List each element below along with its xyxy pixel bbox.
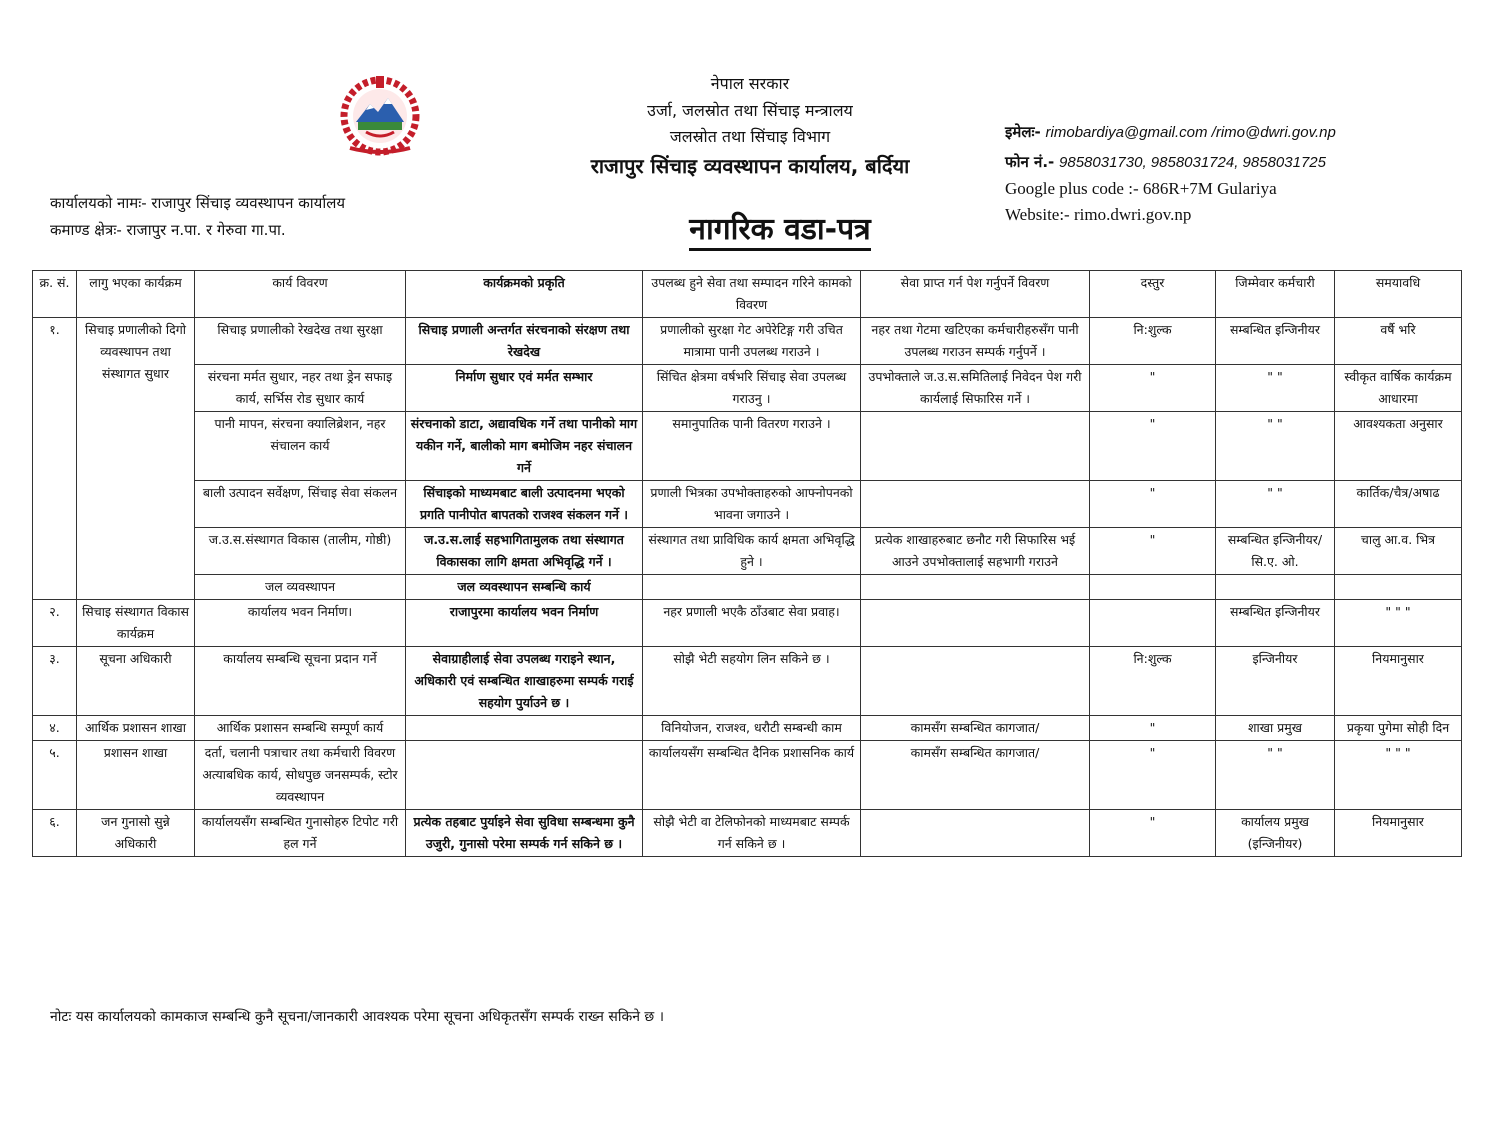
cell-requirement: उपभोक्ताले ज.उ.स.समितिलाई निवेदन पेश गरी कार्यलाई सिफारिस गर्ने ।	[861, 365, 1090, 412]
header-work: कार्य विवरण	[195, 271, 406, 318]
phone-value: 9858031730, 9858031724, 9858031725	[1059, 154, 1326, 171]
cell-staff: सम्बन्धित इन्जिनीयर/सि.ए. ओ.	[1216, 528, 1335, 575]
table-row	[33, 647, 1462, 716]
cell-staff: " "	[1216, 412, 1335, 481]
cell-nature: सिचाइ प्रणाली अन्तर्गत संरचनाको संरक्षण तथा रेखदेख	[406, 318, 643, 365]
table-row	[33, 318, 1462, 365]
cell-fee: नि:शुल्क	[1090, 647, 1216, 716]
cell-duration: स्वीकृत वार्षिक कार्यक्रम आधारमा	[1335, 365, 1462, 412]
cell-requirement: कामसँग सम्बन्धित कागजात/	[861, 716, 1090, 741]
citizen-charter-table	[32, 270, 1462, 857]
cell-work: संरचना मर्मत सुधार, नहर तथा ड्रेन सफाइ कार्य, सर्भिस रोड सुधार कार्य	[195, 365, 406, 412]
office-name: राजापुर सिंचाइ व्यवस्थापन कार्यालय, बर्दिया	[590, 154, 910, 178]
header-service: उपलब्ध हुने सेवा तथा सम्पादन गरिने कामको विवरण	[643, 271, 861, 318]
cell-service: सोझै भेटी सहयोग लिन सकिने छ ।	[643, 647, 861, 716]
cell-work: आर्थिक प्रशासन सम्बन्धि सम्पूर्ण कार्य	[195, 716, 406, 741]
header-nature: कार्यक्रमको प्रकृति	[406, 271, 643, 318]
cell-service: विनियोजन, राजश्व, धरौटी सम्बन्धी काम	[643, 716, 861, 741]
cell-staff: कार्यालय प्रमुख (इन्जिनीयर)	[1216, 810, 1335, 857]
cell-nature: सिंचाइको माध्यमबाट बाली उत्पादनमा भएको प्रगति पानीपोत बापतको राजश्व संकलन गर्ने ।	[406, 481, 643, 528]
cell-sn: ४.	[33, 716, 77, 741]
table-row	[33, 365, 1462, 412]
cell-service: कार्यालयसँग सम्बन्धित दैनिक प्रशासनिक कार्य	[643, 741, 861, 810]
cell-sn: १.	[33, 318, 77, 600]
cell-work: कार्यालय भवन निर्माण।	[195, 600, 406, 647]
cell-requirement	[861, 412, 1090, 481]
cell-work: जल व्यवस्थापन	[195, 575, 406, 600]
cell-work: कार्यालय सम्बन्धि सूचना प्रदान गर्ने	[195, 647, 406, 716]
command-area-line: कमाण्ड क्षेत्रः- राजापुर न.पा. र गेरुवा गा.पा.	[50, 221, 286, 239]
cell-requirement	[861, 575, 1090, 600]
cell-service: सिंचित क्षेत्रमा वर्षभरि सिंचाइ सेवा उपलब्ध गराउनु ।	[643, 365, 861, 412]
cell-fee: "	[1090, 810, 1216, 857]
cell-staff: " "	[1216, 741, 1335, 810]
header-staff: जिम्मेवार कर्मचारी	[1216, 271, 1335, 318]
cell-work: दर्ता, चलानी पत्राचार तथा कर्मचारी विवरण अत्याबधिक कार्य, सोधपुछ जनसम्पर्क, स्टोर व्यवस्थापन	[195, 741, 406, 810]
cell-nature	[406, 741, 643, 810]
cell-staff: सम्बन्धित इन्जिनीयर	[1216, 600, 1335, 647]
cell-service: संस्थागत तथा प्राविधिक कार्य क्षमता अभिवृद्धि हुने ।	[643, 528, 861, 575]
cell-staff: इन्जिनीयर	[1216, 647, 1335, 716]
phone-label: फोन नं.-	[1005, 153, 1055, 171]
cell-fee: नि:शुल्क	[1090, 318, 1216, 365]
cell-work: सिचाइ प्रणालीको रेखदेख तथा सुरक्षा	[195, 318, 406, 365]
cell-sn: ६.	[33, 810, 77, 857]
cell-service: प्रणाली भित्रका उपभोक्ताहरुको आफ्नोपनको भावना जगाउने ।	[643, 481, 861, 528]
cell-duration: आवश्यकता अनुसार	[1335, 412, 1462, 481]
cell-service: प्रणालीको सुरक्षा गेट अपेरेटिङ्ग गरी उचित मात्रामा पानी उपलब्ध गराउने ।	[643, 318, 861, 365]
header-sn: क्र. सं.	[33, 271, 77, 318]
government-header	[540, 70, 960, 182]
cell-work: बाली उत्पादन सर्वेक्षण, सिंचाइ सेवा संकलन	[195, 481, 406, 528]
table-row	[33, 741, 1462, 810]
table-header-row	[33, 271, 1462, 318]
document-title-text: नागरिक वडा-पत्र	[689, 212, 870, 251]
cell-duration: नियमानुसार	[1335, 647, 1462, 716]
cell-service: सोझै भेटी वा टेलिफोनको माध्यमबाट सम्पर्क गर्न सकिने छ ।	[643, 810, 861, 857]
nepal-government-emblem	[336, 70, 424, 156]
cell-fee: "	[1090, 528, 1216, 575]
cell-service: समानुपातिक पानी वितरण गराउने ।	[643, 412, 861, 481]
government-name: नेपाल सरकार	[710, 74, 790, 93]
header-program: लागु भएका कार्यक्रम	[77, 271, 195, 318]
cell-duration: चालु आ.व. भित्र	[1335, 528, 1462, 575]
cell-fee	[1090, 575, 1216, 600]
cell-requirement	[861, 647, 1090, 716]
cell-staff: " "	[1216, 365, 1335, 412]
cell-staff: " "	[1216, 481, 1335, 528]
cell-duration: " " "	[1335, 600, 1462, 647]
cell-nature: सेवाग्राहीलाई सेवा उपलब्ध गराइने स्थान, अधिकारी एवं सम्बन्धित शाखाहरुमा सम्पर्क गराई सहयोग पुर्याउने छ ।	[406, 647, 643, 716]
cell-sn: ३.	[33, 647, 77, 716]
cell-fee: "	[1090, 365, 1216, 412]
ministry-name: उर्जा, जलस्रोत तथा सिंचाइ मन्त्रालय	[647, 101, 853, 120]
cell-work: पानी मापन, संरचना क्यालिब्रेशन, नहर संचालन कार्य	[195, 412, 406, 481]
cell-nature: राजापुरमा कार्यालय भवन निर्माण	[406, 600, 643, 647]
cell-staff: शाखा प्रमुख	[1216, 716, 1335, 741]
cell-nature: प्रत्येक तहबाट पुर्याइने सेवा सुविधा सम्बन्धमा कुनै उजुरी, गुनासो परेमा सम्पर्क गर्न सकिने छ ।	[406, 810, 643, 857]
cell-sn: २.	[33, 600, 77, 647]
table-row	[33, 481, 1462, 528]
cell-nature: संरचनाको डाटा, अद्यावधिक गर्ने तथा पानीको माग यकीन गर्ने, बालीको माग बमोजिम नहर संचालन गर्ने	[406, 412, 643, 481]
cell-nature: निर्माण सुधार एवं मर्मत सम्भार	[406, 365, 643, 412]
cell-work: ज.उ.स.संस्थागत विकास (तालीम, गोष्ठी)	[195, 528, 406, 575]
cell-sn: ५.	[33, 741, 77, 810]
cell-staff: सम्बन्धित इन्जिनीयर	[1216, 318, 1335, 365]
email-value[interactable]: rimobardiya@gmail.com /rimo@dwri.gov.np	[1045, 124, 1336, 141]
footer-note: नोटः यस कार्यालयको कामकाज सम्बन्धि कुनै सूचना/जानकारी आवश्यक परेमा सूचना अधिकृतसँग सम्पर्क राख्न सकिने छ ।	[50, 1009, 664, 1025]
cell-program: आर्थिक प्रशासन शाखा	[77, 716, 195, 741]
table-row	[33, 412, 1462, 481]
table-row	[33, 575, 1462, 600]
cell-requirement: नहर तथा गेटमा खटिएका कर्मचारीहरुसँग पानी उपलब्ध गराउन सम्पर्क गर्नुपर्ने ।	[861, 318, 1090, 365]
cell-fee	[1090, 600, 1216, 647]
cell-requirement	[861, 810, 1090, 857]
document-title	[600, 212, 960, 248]
header-requirement: सेवा प्राप्त गर्न पेश गर्नुपर्ने विवरण	[861, 271, 1090, 318]
cell-duration: वर्षै भरि	[1335, 318, 1462, 365]
plus-code: Google plus code :- 686R+7M Gulariya	[1005, 179, 1277, 198]
cell-duration: " " "	[1335, 741, 1462, 810]
cell-duration: कार्तिक/चैत्र/अषाढ	[1335, 481, 1462, 528]
website[interactable]: Website:- rimo.dwri.gov.np	[1005, 205, 1192, 224]
cell-service: नहर प्रणाली भएकै ठाँउबाट सेवा प्रवाह।	[643, 600, 861, 647]
cell-work: कार्यालयसँग सम्बन्धित गुनासोहरु टिपोट गरी हल गर्ने	[195, 810, 406, 857]
header-duration: समयावधि	[1335, 271, 1462, 318]
cell-program: प्रशासन शाखा	[77, 741, 195, 810]
cell-duration: प्रकृया पुगेमा सोही दिन	[1335, 716, 1462, 741]
office-info	[50, 190, 345, 244]
cell-requirement: प्रत्येक शाखाहरुबाट छनौट गरी सिफारिस भई आउने उपभोक्तालाई सहभागी गराउने	[861, 528, 1090, 575]
cell-service	[643, 575, 861, 600]
cell-nature: जल व्यवस्थापन सम्बन्धि कार्य	[406, 575, 643, 600]
table-row	[33, 810, 1462, 857]
cell-fee: "	[1090, 412, 1216, 481]
department-name: जलस्रोत तथा सिंचाइ विभाग	[669, 127, 831, 146]
header-fee: दस्तुर	[1090, 271, 1216, 318]
cell-program: जन गुनासो सुन्ने अधिकारी	[77, 810, 195, 857]
table-row	[33, 716, 1462, 741]
office-name-line: कार्यालयको नामः- राजापुर सिंचाइ व्यवस्थापन कार्यालय	[50, 194, 346, 212]
cell-requirement: कामसँग सम्बन्धित कागजात/	[861, 741, 1090, 810]
email-label: इमेलः-	[1005, 123, 1041, 141]
cell-fee: "	[1090, 741, 1216, 810]
cell-requirement	[861, 600, 1090, 647]
cell-fee: "	[1090, 481, 1216, 528]
cell-nature	[406, 716, 643, 741]
cell-fee: "	[1090, 716, 1216, 741]
cell-requirement	[861, 481, 1090, 528]
cell-nature: ज.उ.स.लाई सहभागितामुलक तथा संस्थागत विकासका लागि क्षमता अभिवृद्धि गर्ने ।	[406, 528, 643, 575]
cell-program: सिचाइ संस्थागत विकास कार्यक्रम	[77, 600, 195, 647]
cell-program: सिचाइ प्रणालीको दिगो व्यवस्थापन तथा संस्थागत सुधार	[77, 318, 195, 600]
table-row	[33, 528, 1462, 575]
cell-staff	[1216, 575, 1335, 600]
table-row	[33, 600, 1462, 647]
cell-duration: नियमानुसार	[1335, 810, 1462, 857]
cell-program: सूचना अधिकारी	[77, 647, 195, 716]
contact-info	[1005, 116, 1336, 228]
cell-duration	[1335, 575, 1462, 600]
